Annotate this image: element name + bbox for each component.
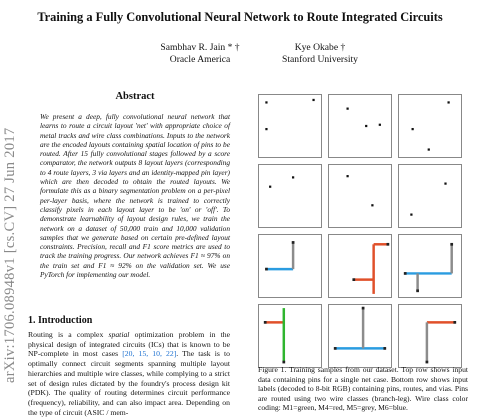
pin-dot [410,213,412,215]
intro-text-mid: optimization problem in the physical design of integrated circuits (ICs) that is known to be NP-complete in most cases [28,330,230,359]
pin-dot [352,278,355,281]
input-panel-4 [258,164,322,228]
author-affiliation: Oracle America [169,54,231,65]
pin-dot [346,108,348,110]
figure-1 [258,94,462,360]
pin-dot [426,361,429,364]
input-panel-2 [328,94,392,158]
abstract-heading: Abstract [115,91,155,102]
arxiv-watermark [2,70,24,400]
pin-dot [387,243,390,246]
author-affiliation: Stanford University [282,54,358,65]
pin-dot [428,148,430,150]
figure-caption: Figure 1. Training samples from our dataset. Top row shows input data containing pins for a single net case. Bottom row shows input labels (decoded to 8-bit RGB) containing pins, routes, and vias. Pins are routed using two wire classes (branch-leg). Wire class color coding: M1=green, M4=red, M5=grey, M6=blue. [258,365,468,413]
pin-dot [412,128,414,130]
paper-title: Training a Fully Convolutional Neural Network to Route Integrated Circuits [37,10,443,24]
pin-dot [365,125,367,127]
label-panel-1 [258,234,322,298]
label-panel-2 [328,234,392,298]
intro-text-end: . The task is to optimally connect circuit segments spanning multiple layout hierarchies and multiple wire classes, while complying to a strict set of design rules dictated by the foundry's process design kit (PDK). The quality of routing determines circuit performance (frequency), reliability, and can also impact area. Depending on the type of circuit (ASIC / mem- [28,349,231,417]
pin-dot [292,176,294,178]
intro-text-italic: spatial [108,330,130,339]
pin-dot [453,321,456,324]
pin-dot [404,272,407,275]
author-block-1 [140,42,260,66]
pin-dot [265,268,268,271]
pin-dot [264,321,267,324]
pin-dot [371,204,373,206]
input-panel-3 [398,94,462,158]
pin-dot [379,124,381,126]
pin-dot [444,182,446,184]
abstract-text: We present a deep, fully convolutional neural network that learns to route a circuit layout 'net' with appropriate choice of metal tracks and wire class combinations. Inputs to the network are the encoded layouts containing spatial location of pins to be routed. After 15 fully convolutional stages followed by a score comparator, the network outputs 8 layout layers (corresponding to 4 route layers, 3 via layers and an identity-mapped pin layer) which are then decoded to obtain the routed layouts. We formulate this as a binary segmentation problem on a per-pixel per-layer basis, where the network is trained to correctly classify pixels in each layout layer to be 'on' or 'off'. To demonstrate learnability of layout design rules, we train the network on a dataset of 50,000 train and 10,000 validation samples that we generate based on certain pre-defined layout constraints. Precision, recall and F1 score metrics are used to track the training progress. Our network achieves F1 ≈ 97% on the train set and F1 ≈ 92% on the validation set. We use PyTorch for implementing our model. [40,112,230,280]
input-panel-5 [328,164,392,228]
input-panel-1 [258,94,322,158]
pin-dot [346,175,348,177]
pin-dot [362,307,365,310]
author-block-2 [255,42,385,66]
pin-dot [416,289,419,292]
label-panel-5 [328,304,392,368]
intro-paragraph [28,330,230,417]
section-heading: 1. Introduction [28,315,93,326]
pin-dot [292,241,295,244]
label-panel-6 [398,304,462,368]
input-panel-6 [398,164,462,228]
arxiv-id-text: arXiv:1706.08948v1 [cs.CV] 27 Jun 2017 [2,127,18,383]
intro-text-start: Routing is a complex [28,330,109,339]
pin-dot [447,101,449,103]
pin-dot [383,347,386,350]
citation-link[interactable]: [20, 15, 10, 22] [122,349,177,359]
author-name: Sambhav R. Jain * † [160,42,240,53]
pin-dot [265,101,267,103]
pin-dot [269,186,271,188]
label-panel-4 [258,304,322,368]
pin-dot [334,347,337,350]
pin-dot [312,99,314,101]
pin-dot [282,361,285,364]
pin-dot [450,243,453,246]
pin-dot [265,128,267,130]
author-name: Kye Okabe † [294,42,346,53]
label-panel-3 [398,234,462,298]
